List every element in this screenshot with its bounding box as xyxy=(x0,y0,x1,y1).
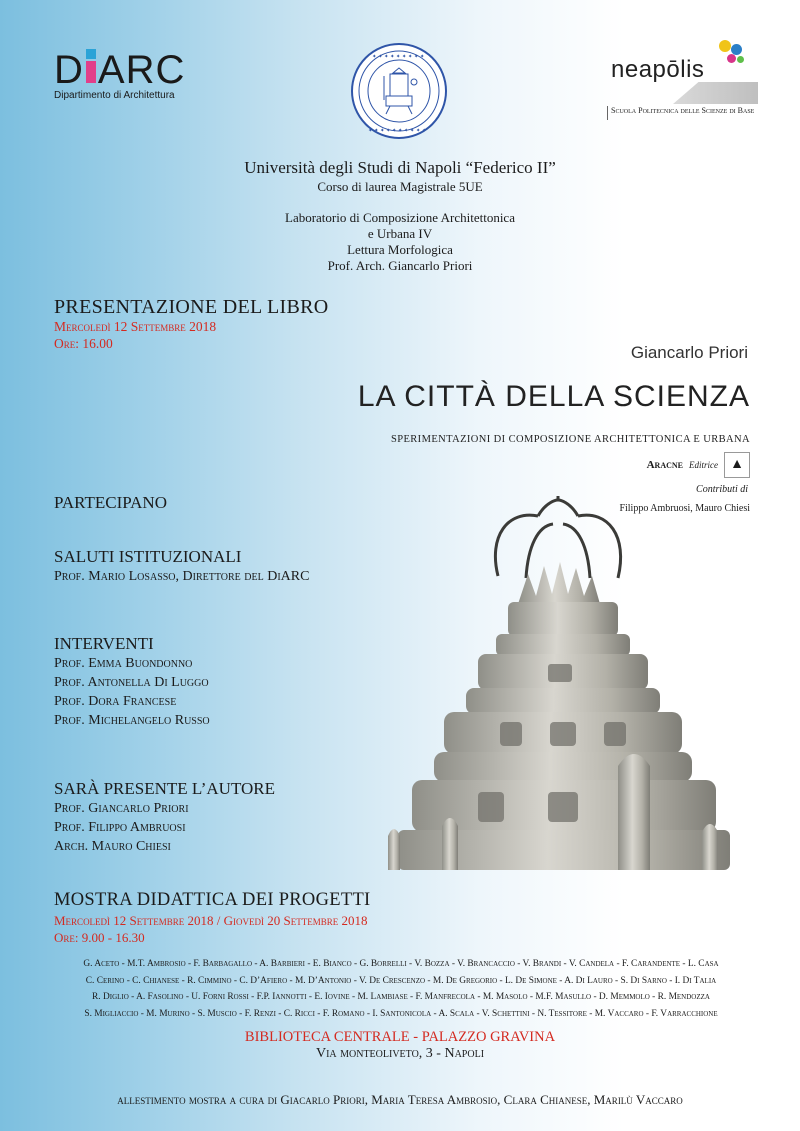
university-name: Università degli Studi di Napoli “Federico II” xyxy=(244,158,556,177)
publisher-name: Aracne xyxy=(646,459,683,471)
author-person: Arch. Mauro Chiesi xyxy=(54,839,171,854)
neapolis-shape xyxy=(673,82,758,104)
yellow-dot-icon xyxy=(719,40,731,52)
students-list xyxy=(46,956,756,1022)
contributors-names: Filippo Ambruosi, Mauro Chiesi xyxy=(619,503,750,514)
magenta-dot-icon xyxy=(727,54,736,63)
exhibition-dates: Mercoledì 12 Settembre 2018 / Giovedì 20 Settembre 2018 xyxy=(54,913,368,928)
spire-photo xyxy=(378,496,750,870)
svg-text:✦ ✦ ✦ ✦ ✦ ✦ ✦ ✦ ✦ ✦: ✦ ✦ ✦ ✦ ✦ ✦ ✦ ✦ ✦ ✦ xyxy=(368,128,427,134)
presentation-time: Ore: 16.00 xyxy=(54,336,113,351)
talk-speaker: Prof. Michelangelo Russo xyxy=(54,713,210,728)
talks-list xyxy=(54,654,210,730)
course-name: Corso di laurea Magistrale 5UE xyxy=(317,179,483,194)
book-title: LA CITTÀ DELLA SCIENZA xyxy=(357,380,750,413)
exhibition-hours: Ore: 9.00 - 16.30 xyxy=(54,930,145,945)
lab-line: e Urbana IV xyxy=(367,226,433,241)
students-line: S. Migliaccio - M. Murino - S. Muscio - F. Renzi - C. Ricci - F. Romano - I. Santonicola - A. Scala - V. Schettini - N. Tessitore - M. Vaccaro - F. Varracchione xyxy=(84,1008,718,1019)
author-people-list xyxy=(54,799,189,856)
diarc-wordmark: D ARC xyxy=(54,48,186,92)
green-dot-icon xyxy=(737,56,744,63)
lab-line: Laboratorio di Composizione Architettonica xyxy=(285,210,515,225)
book-subtitle: SPERIMENTAZIONI DI COMPOSIZIONE ARCHITETTONICA E URBANA xyxy=(390,434,750,445)
greetings-heading: SALUTI ISTITUZIONALI xyxy=(54,547,242,566)
svg-text:✦ ✦ ✦ ✦ ✦ ✦ ✦ ✦ ✦: ✦ ✦ ✦ ✦ ✦ ✦ ✦ ✦ ✦ xyxy=(372,54,425,60)
lab-line: Prof. Arch. Giancarlo Priori xyxy=(327,258,473,273)
diarc-logo xyxy=(54,50,185,101)
publisher-logo-icon: ▲ xyxy=(724,452,750,478)
lab-info xyxy=(200,210,600,274)
neapolis-divider xyxy=(607,106,608,120)
book-author: Giancarlo Priori xyxy=(630,343,748,362)
publisher-suffix: Editrice xyxy=(689,460,718,470)
author-person: Prof. Giancarlo Priori xyxy=(54,801,189,816)
exhibition-credits: allestimento mostra a cura di Giacarlo Priori, Maria Teresa Ambrosio, Clara Chianese, Marilù Vaccaro xyxy=(117,1092,683,1107)
author-person: Prof. Filippo Ambruosi xyxy=(54,820,186,835)
students-line: G. Aceto - M.T. Ambrosio - F. Barbagallo - A. Barbieri - E. Bianco - G. Borrelli - V. Bozza - V. Brancaccio - V. Brandi - V. Candela - F. Carandente - L. Casa xyxy=(83,959,719,969)
talk-speaker: Prof. Emma Buondonno xyxy=(54,656,193,671)
exhibition-title: MOSTRA DIDATTICA DEI PROGETTI xyxy=(54,890,371,910)
university-seal-icon xyxy=(350,42,448,140)
participants-heading: PARTECIPANO xyxy=(54,493,167,512)
talk-speaker: Prof. Dora Francese xyxy=(54,694,177,709)
lab-line: Lettura Morfologica xyxy=(347,242,453,257)
talks-heading: INTERVENTI xyxy=(54,634,154,653)
students-line: R. Diglio - A. Fasolino - U. Forni Rossi - F.P. Iannotti - E. Iovine - M. Lambiase - F. Manfrecola - M. Masolo - M.F. Masullo - D. Memmolo - R. Mendozza xyxy=(92,992,710,1002)
presentation-date: Mercoledì 12 Settembre 2018 xyxy=(54,319,217,334)
publisher xyxy=(647,452,750,478)
greetings-item: Prof. Mario Losasso, Direttore del DiARC xyxy=(54,569,310,584)
contributors-label: Contributi di xyxy=(696,484,748,495)
presentation-title: PRESENTAZIONE DEL LIBRO xyxy=(54,296,329,318)
students-line: C. Cerino - C. Chianese - R. Cimmino - C. D’Afiero - M. D’Antonio - V. De Crescenzo - M. De Gregorio - L. De Simone - A. Di Lauro - S. Di Sarno - I. Di Talia xyxy=(85,975,717,986)
diarc-subtitle: Dipartimento di Architettura xyxy=(54,90,175,101)
neapolis-wordmark: neapōlis xyxy=(611,56,705,83)
venue-name: BIBLIOTECA CENTRALE - PALAZZO GRAVINA xyxy=(244,1029,556,1045)
venue-address: Via monteoliveto, 3 - Napoli xyxy=(315,1046,485,1061)
neapolis-logo xyxy=(603,36,763,126)
talk-speaker: Prof. Antonella Di Luggo xyxy=(54,675,209,690)
neapolis-subtitle: Scuola Politecnica delle Scienze di Base xyxy=(611,106,755,115)
author-heading: SARÀ PRESENTE L’AUTORE xyxy=(54,779,276,798)
